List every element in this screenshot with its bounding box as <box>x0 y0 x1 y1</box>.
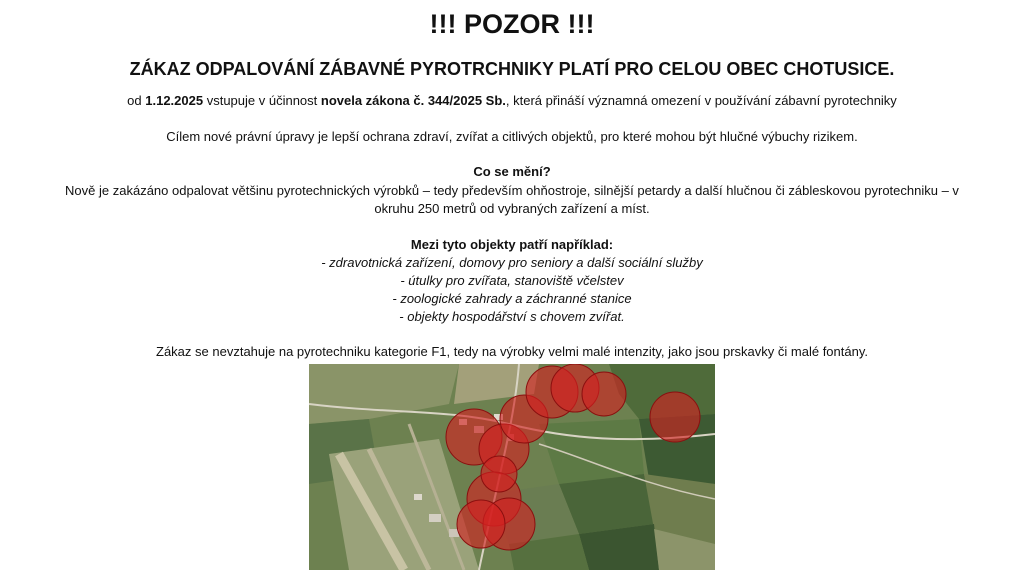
aerial-map-image <box>309 364 715 570</box>
intro-middle: vstupuje v účinnost <box>203 93 321 108</box>
building <box>429 514 441 522</box>
changes-line-1: Nově je zakázáno odpalovat většinu pyrotechnických výrobků – tedy především ohňostroje, silnější petardy a další hlučnou či zábleskovou pyrotechniku – v <box>65 183 959 198</box>
objects-item: - zdravotnická zařízení, domovy pro seniory a další sociální služby <box>321 255 703 270</box>
restriction-zone <box>481 456 517 492</box>
intro-date: 1.12.2025 <box>145 93 204 108</box>
purpose-paragraph: Cílem nové právní úpravy je lepší ochrana zdraví, zvířat a citlivých objektů, pro které mohou být hlučné výbuchy rizikem. <box>166 129 858 144</box>
objects-heading: Mezi tyto objekty patří například: <box>410 237 614 252</box>
restriction-zone <box>457 500 505 548</box>
building <box>414 494 422 500</box>
intro-suffix: , která přináší významná omezení v používání zábavní pyrotechniky <box>505 93 897 108</box>
intro-prefix: od <box>127 93 146 108</box>
changes-heading: Co se mění? <box>473 164 551 179</box>
changes-line-2: okruhu 250 metrů od vybraných zařízení a míst. <box>374 201 650 216</box>
restriction-zone <box>582 372 626 416</box>
page-subtitle: ZÁKAZ ODPALOVÁNÍ ZÁBAVNÉ PYROTRCHNIKY PLATÍ PRO CELOU OBEC CHOTUSICE. <box>129 59 895 79</box>
aerial-map <box>309 364 715 570</box>
intro-paragraph <box>0 92 1024 109</box>
exception-paragraph: Zákaz se nevztahuje na pyrotechniku kategorie F1, tedy na výrobky velmi malé intenzity, jako jsou prskavky či malé fontány. <box>156 344 868 359</box>
objects-item: - útulky pro zvířata, stanoviště včelstev <box>400 273 624 288</box>
page-title: !!! POZOR !!! <box>429 9 595 39</box>
intro-law: novela zákona č. 344/2025 Sb. <box>320 93 506 108</box>
objects-item: - zoologické zahrady a záchranné stanice <box>392 291 632 306</box>
objects-item: - objekty hospodářství s chovem zvířat. <box>399 309 625 324</box>
restriction-zone <box>650 392 700 442</box>
